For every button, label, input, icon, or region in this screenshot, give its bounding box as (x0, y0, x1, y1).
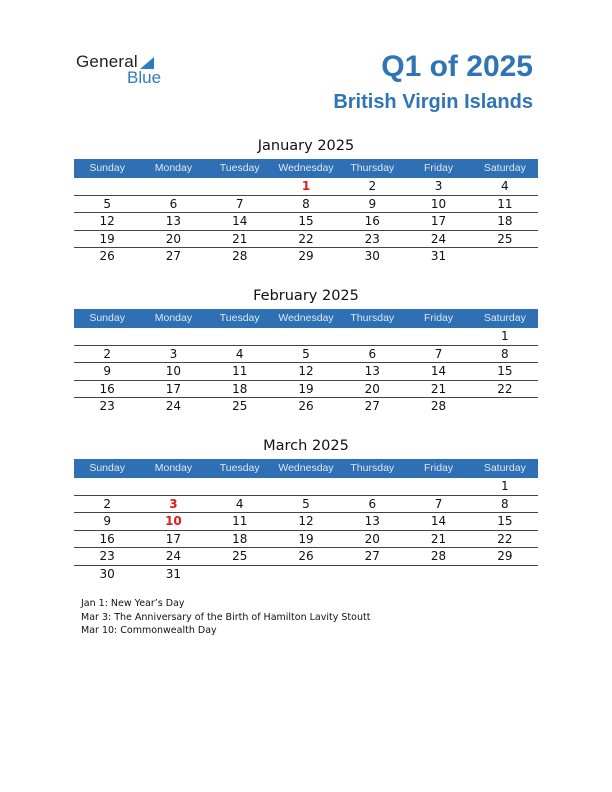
day-cell: 11 (232, 364, 248, 378)
day-cell (405, 478, 471, 495)
weekday-label: Monday (154, 312, 193, 324)
day-cell: 4 (235, 496, 244, 511)
weekday-header (74, 459, 538, 478)
day-cell: 29 (497, 549, 513, 563)
day-cell: 25 (232, 549, 248, 563)
holiday-day-cell: 1 (301, 179, 311, 193)
day-cell: 24 (430, 231, 447, 246)
day-cell: 27 (364, 549, 380, 563)
day-cell: 11 (232, 514, 248, 528)
day-cell (273, 478, 339, 495)
day-cell: 9 (103, 514, 111, 528)
weekday-label: Friday (423, 162, 454, 174)
day-cell: 19 (298, 531, 314, 546)
day-cell: 12 (298, 514, 314, 528)
day-cell: 21 (232, 231, 248, 246)
day-cell (140, 478, 206, 495)
weekday-label: Sunday (89, 162, 125, 174)
day-cell: 14 (430, 514, 447, 528)
day-cell: 6 (368, 496, 377, 511)
day-cell: 12 (298, 364, 314, 378)
day-cell (339, 478, 405, 495)
week-row (74, 496, 538, 514)
month-january (74, 137, 538, 266)
week-row (74, 548, 538, 566)
day-cell: 31 (430, 249, 447, 263)
week-row (74, 213, 538, 231)
day-cell: 14 (232, 214, 248, 228)
day-cell: 11 (497, 196, 513, 211)
week-row (74, 231, 538, 249)
day-cell (339, 328, 405, 345)
day-cell: 14 (430, 364, 447, 378)
day-cell: 1 (501, 329, 509, 343)
week-row (74, 398, 538, 416)
day-cell (273, 328, 339, 345)
day-cell: 17 (165, 381, 182, 396)
day-cell: 2 (103, 496, 111, 511)
day-cell: 15 (298, 214, 314, 228)
day-cell: 30 (364, 249, 380, 263)
day-cell: 9 (103, 364, 111, 378)
day-cell: 5 (302, 346, 310, 361)
day-cell: 16 (364, 214, 380, 228)
day-cell: 4 (501, 179, 509, 193)
day-cell: 19 (99, 231, 115, 246)
week-row (74, 328, 538, 346)
day-cell: 2 (103, 346, 111, 361)
month-title: March 2025 (263, 438, 349, 454)
day-cell (273, 566, 339, 584)
day-cell: 22 (497, 531, 513, 546)
day-cell: 15 (497, 364, 513, 378)
page-subtitle: British Virgin Islands (333, 91, 533, 113)
day-cell: 3 (434, 179, 443, 193)
week-row (74, 346, 538, 364)
day-cell: 28 (430, 399, 447, 413)
day-cell: 22 (298, 231, 314, 246)
weekday-label: Saturday (483, 312, 526, 324)
weekday-label: Thursday (350, 162, 395, 174)
weekday-label: Monday (154, 162, 193, 174)
weekday-label: Sunday (89, 462, 125, 474)
page-title: Q1 of 2025 (381, 50, 533, 83)
week-row (74, 363, 538, 381)
weekday-label: Wednesday (278, 162, 334, 174)
day-cell: 8 (501, 496, 509, 511)
day-cell (74, 328, 140, 345)
day-cell: 23 (99, 549, 115, 563)
day-cell: 21 (430, 381, 447, 396)
day-cell: 30 (99, 566, 115, 581)
day-cell: 28 (430, 549, 447, 563)
day-cell: 27 (364, 399, 380, 413)
day-cell: 25 (497, 231, 513, 246)
day-cell: 7 (434, 496, 443, 511)
day-cell: 18 (232, 381, 248, 396)
day-cell: 23 (364, 231, 380, 246)
day-cell: 12 (99, 214, 115, 228)
week-row (74, 381, 538, 399)
day-cell: 23 (99, 399, 115, 413)
day-cell: 19 (298, 381, 314, 396)
day-cell: 6 (169, 196, 178, 211)
weekday-label: Tuesday (219, 162, 260, 174)
weekday-label: Saturday (483, 462, 526, 474)
day-cell (472, 398, 538, 416)
day-cell (207, 178, 273, 195)
weekday-label: Sunday (89, 312, 125, 324)
day-cell: 5 (302, 496, 310, 511)
week-row (74, 478, 538, 496)
day-cell: 26 (298, 399, 314, 413)
day-cell: 13 (364, 364, 380, 378)
weekday-label: Monday (154, 462, 193, 474)
day-cell (405, 566, 471, 584)
week-row (74, 196, 538, 214)
weekday-label: Tuesday (219, 312, 260, 324)
day-cell: 8 (501, 346, 509, 361)
day-cell: 21 (430, 531, 447, 546)
month-march (74, 437, 538, 583)
day-cell: 6 (368, 346, 377, 361)
day-cell: 16 (99, 531, 115, 546)
day-cell: 20 (364, 531, 380, 546)
day-cell (74, 478, 140, 495)
weekday-label: Wednesday (278, 462, 334, 474)
week-row (74, 566, 538, 584)
day-cell (140, 178, 206, 195)
day-cell: 18 (232, 531, 248, 546)
holiday-note: Mar 10: Commonwealth Day (81, 625, 217, 636)
day-cell: 20 (165, 231, 182, 246)
holiday-note: Jan 1: New Year’s Day (81, 598, 185, 609)
day-cell: 17 (430, 214, 447, 228)
holiday-notes (81, 597, 370, 638)
day-cell (207, 566, 273, 584)
brand-logo (76, 52, 176, 88)
day-cell: 26 (99, 249, 115, 263)
week-row (74, 248, 538, 266)
weekday-header (74, 159, 538, 178)
day-cell (74, 178, 140, 195)
day-cell: 2 (368, 179, 377, 193)
day-cell (405, 328, 471, 345)
holiday-note: Mar 3: The Anniversary of the Birth of Hamilton Lavity Stoutt (81, 611, 371, 623)
weekday-label: Thursday (350, 462, 395, 474)
day-cell: 31 (165, 566, 182, 581)
day-cell: 22 (497, 381, 513, 396)
day-cell (339, 566, 405, 584)
day-cell (472, 566, 538, 584)
weekday-label: Saturday (483, 162, 526, 174)
brand-name-general: General (76, 52, 138, 71)
day-cell (472, 248, 538, 266)
day-cell: 13 (364, 514, 380, 528)
day-cell: 28 (232, 249, 248, 263)
day-cell: 25 (232, 399, 248, 413)
weekday-label: Wednesday (278, 312, 334, 324)
holiday-day-cell: 10 (165, 514, 182, 528)
week-row (74, 513, 538, 531)
month-february (74, 287, 538, 416)
day-cell: 10 (165, 364, 182, 378)
day-cell: 27 (165, 249, 182, 263)
day-cell: 17 (165, 531, 182, 546)
day-cell: 3 (169, 346, 178, 361)
day-cell: 16 (99, 381, 115, 396)
day-cell (140, 328, 206, 345)
weekday-label: Thursday (350, 312, 395, 324)
brand-name-blue: Blue (127, 68, 162, 87)
day-cell: 5 (103, 196, 111, 211)
day-cell: 18 (497, 214, 513, 228)
day-cell: 15 (497, 514, 513, 528)
weekday-label: Tuesday (219, 462, 260, 474)
day-cell: 24 (165, 549, 182, 563)
day-cell: 10 (430, 196, 447, 211)
month-title: February 2025 (253, 288, 359, 304)
day-cell: 24 (165, 399, 182, 413)
holiday-day-cell: 3 (169, 496, 178, 511)
weekday-label: Friday (423, 462, 454, 474)
month-title: January 2025 (257, 138, 355, 154)
day-cell: 4 (235, 346, 244, 361)
weekday-header (74, 309, 538, 328)
day-cell: 8 (302, 196, 310, 211)
day-cell: 9 (368, 196, 377, 211)
day-cell: 20 (364, 381, 380, 396)
day-cell (207, 478, 273, 495)
day-cell: 29 (298, 249, 314, 263)
week-row (74, 531, 538, 549)
day-cell: 7 (235, 196, 244, 211)
week-row (74, 178, 538, 196)
day-cell: 1 (501, 479, 509, 493)
day-cell: 13 (165, 214, 182, 228)
day-cell (207, 328, 273, 345)
weekday-label: Friday (423, 312, 454, 324)
day-cell: 7 (434, 346, 443, 361)
day-cell: 26 (298, 549, 314, 563)
